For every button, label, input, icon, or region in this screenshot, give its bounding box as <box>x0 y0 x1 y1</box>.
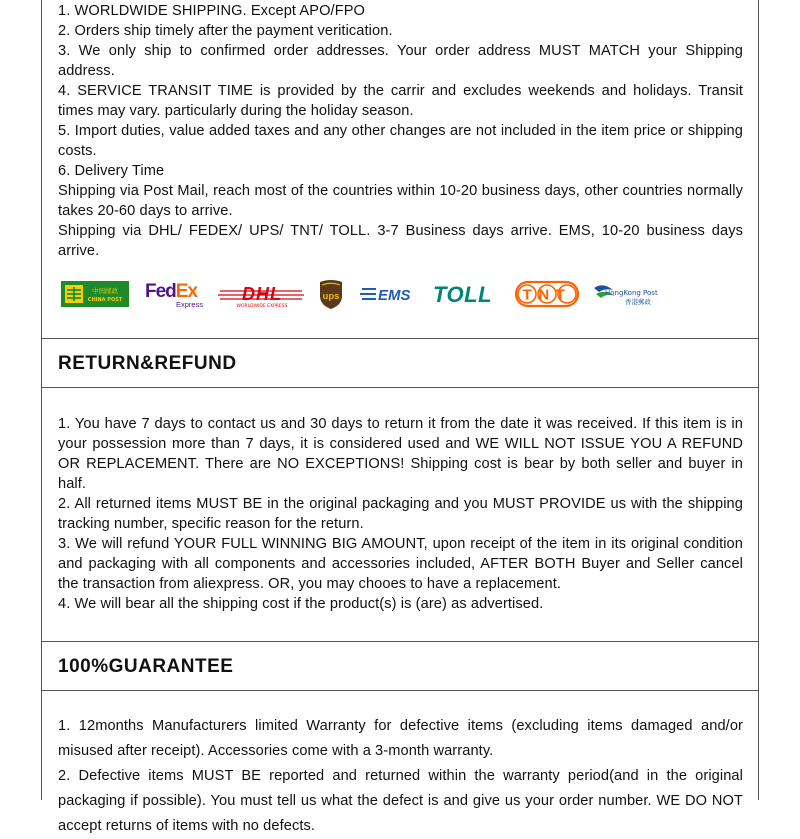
ems-logo <box>360 278 420 310</box>
china-post-en-text: CHINA POST <box>87 297 123 303</box>
tnt-logo <box>515 278 579 310</box>
section-divider <box>41 387 758 388</box>
shipping-terms <box>58 1 743 261</box>
dhl-text: DHL <box>242 284 282 304</box>
fedex-logo <box>144 278 210 310</box>
shipping-line: Shipping via Post Mail, reach most of the countries within 10-20 business days, other countries normally takes 20-60 days to arrive. <box>58 183 743 219</box>
return-line: 1. You have 7 days to contact us and 30 days to return it from the date it was received. If this item is in your possession more than 7 days, it is considered used and WE WILL NOT ISSUE YOU A REFUND OR REPLACEMENT. There are NO EXCEPTIONS! Shipping cost is bear by both seller and buyer in half. <box>58 416 743 492</box>
return-refund-terms <box>58 414 743 614</box>
guarantee-line: 2. Defective items MUST BE reported and returned within the warranty period(and in the original packaging if possible). You must tell us what the defect is and give us your order number. WE DO NOT accept returns of items with no defects. <box>58 768 743 834</box>
section-divider <box>41 338 758 339</box>
svg-text:FedEx <box>145 281 198 302</box>
china-post-cn-text: 中国邮政 <box>92 287 118 295</box>
shipping-line: Shipping via DHL/ FEDEX/ UPS/ TNT/ TOLL. 3-7 Business days arrive. EMS, 10-20 business days arrive. <box>58 223 743 259</box>
ems-text: EMS <box>378 287 411 304</box>
fedex-ex-text: Ex <box>175 281 198 302</box>
ups-text: ups <box>322 291 340 302</box>
shipping-line: 4. SERVICE TRANSIT TIME is provided by the carrir and excludes weekends and holidays. Transit times may vary. particularly during the holiday season. <box>58 83 743 119</box>
shipping-line: 2. Orders ship timely after the payment veritication. <box>58 23 393 39</box>
hongkong-post-en-text: HongKong Post <box>605 289 658 297</box>
guarantee-heading: 100%GUARANTEE <box>58 656 234 677</box>
return-refund-heading: RETURN&REFUND <box>58 353 237 374</box>
shipping-line: 3. We only ship to confirmed order addresses. Your order address MUST MATCH your Shipping address. <box>58 43 743 79</box>
ups-logo <box>318 278 344 310</box>
return-line: 3. We will refund YOUR FULL WINNING BIG AMOUNT, upon receipt of the item in its original condition and packaging with all components and accessories included, AFTER BOTH Buyer and Seller cancel the transaction from aliexpress. OR, you may chooes to have a replacement. <box>58 536 743 592</box>
dhl-sub-text: WORLDWIDE EXPRESS <box>236 304 288 309</box>
shipping-line: 6. Delivery Time <box>58 163 165 179</box>
tnt-text: TNT <box>522 286 572 304</box>
hongkong-post-cn-text: 香港郵政 <box>625 298 651 306</box>
fedex-fed-text: Fed <box>145 281 176 302</box>
return-line: 2. All returned items MUST BE in the original packaging and you MUST PROVIDE us with the shipping tracking number, specific reason for the return. <box>58 496 743 532</box>
china-post-logo <box>61 278 129 310</box>
fedex-express-text: Express <box>176 300 204 309</box>
guarantee-line: 1. 12months Manufacturers limited Warranty for defective items (excluding items damaged and/or misused after receipt). Accessories come with a 3-month warranty. <box>58 718 743 759</box>
section-divider <box>41 641 758 642</box>
carrier-logos <box>58 278 748 312</box>
return-line: 4. We will bear all the shipping cost if the product(s) is (are) as advertised. <box>58 596 544 612</box>
toll-logo <box>431 278 503 310</box>
dhl-logo <box>218 278 306 310</box>
guarantee-terms <box>58 714 743 839</box>
section-divider <box>41 690 758 691</box>
toll-text: TOLL <box>433 282 493 307</box>
shipping-line: 1. WORLDWIDE SHIPPING. Except APO/FPO <box>58 3 365 19</box>
shipping-line: 5. Import duties, value added taxes and any other changes are not included in the item price or shipping costs. <box>58 123 743 159</box>
hongkong-post-logo <box>591 278 661 310</box>
